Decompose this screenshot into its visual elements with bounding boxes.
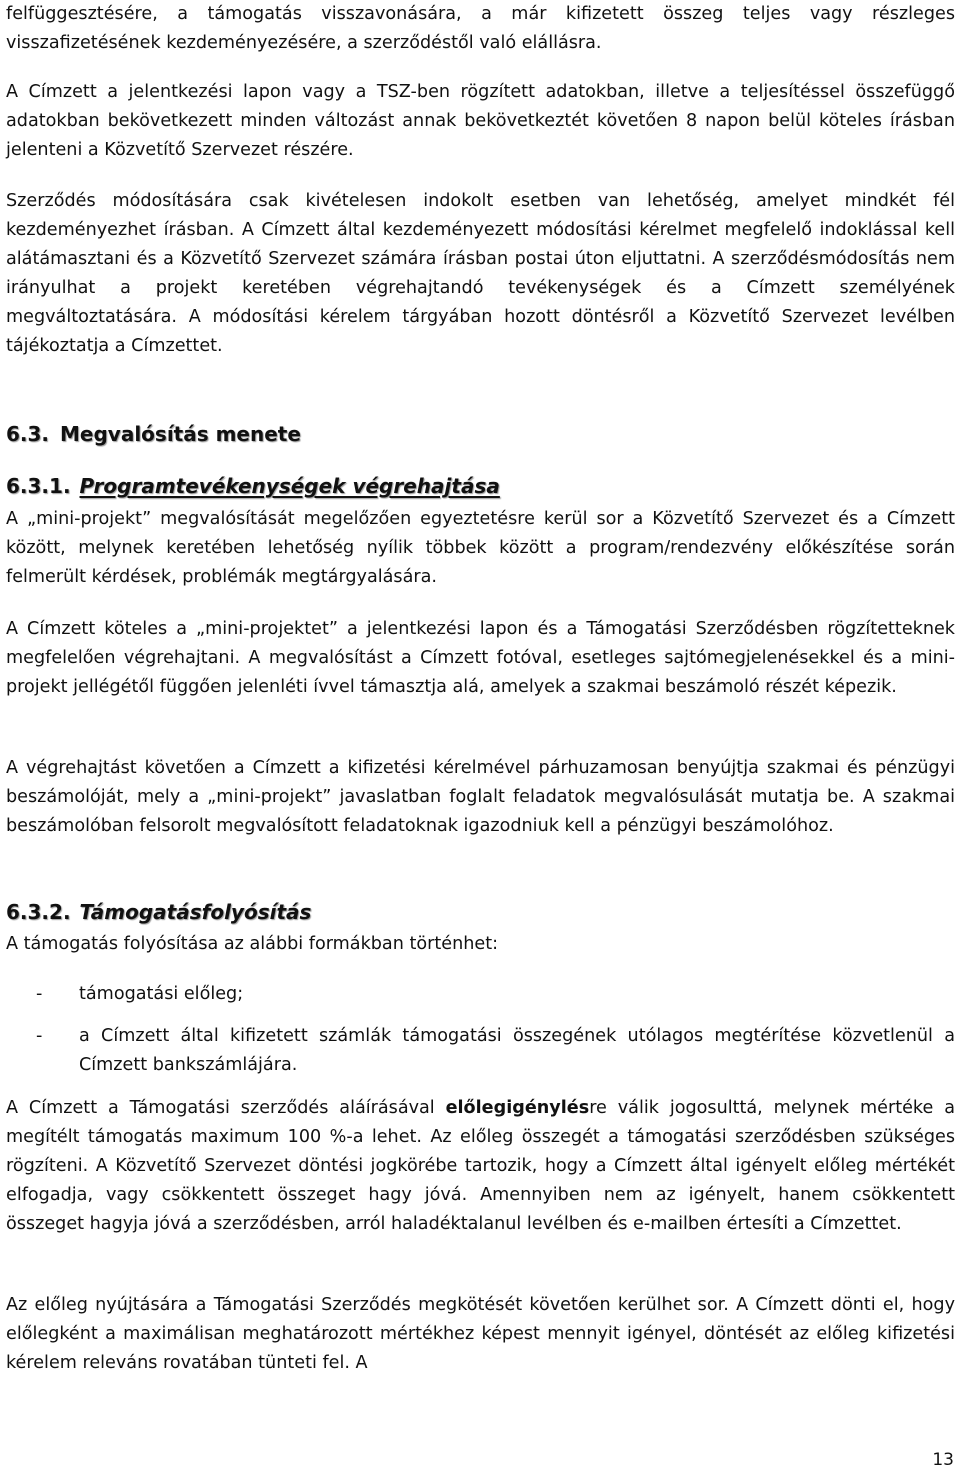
heading-title: Programtevékenységek végrehajtása [79,474,500,498]
paragraph: Az előleg nyújtására a Támogatási Szerződés megkötését követően kerülhet sor. A Címzett dönti el, hogy előlegként a maximálisan meghatározott mértékhez képest mennyit igényel, döntését az előleg kifizetési kérelem releváns rovatában tünteti fel. A [6,1295,955,1373]
paragraph-text: A Címzett a Támogatási szerződés aláírásával [6,1098,446,1118]
list-item [6,980,955,1009]
heading-number: 6.3.1. [6,474,71,498]
paragraph: Szerződés módosítására csak kivételesen indokolt esetben van lehetőség, amelyet mindkét fél kezdeményezhet írásban. A Címzett által kezdeményezett módosítási kérelmet megfelelő indoklással kell alátámasztani és a Közvetítő Szervezet számára írásban postai úton eljuttatni. A szerződésmódosítás nem irányulhat a projekt keretében végrehajtandó tevékenységek és a Címzett személyének megváltoztatására. A módosítási kérelem tárgyában hozott döntésről a Közvetítő Szervezet levélben tájékoztatja a Címzettet. [6,191,955,356]
page-number: 13 [932,1450,954,1470]
paragraph: A végrehajtást követően a Címzett a kifizetési kérelmével párhuzamosan benyújtja szakmai és pénzügyi beszámolóját, mely a „mini-projekt” javaslatban foglalt feladatok megvalósulását mutatja be. A szakmai beszámolóban felsorolt megvalósított feladatoknak igazodniuk kell a pénzügyi beszámolóhoz. [6,758,955,836]
section-heading-6-3-1 [6,474,500,498]
heading-number: 6.3.2. [6,900,71,924]
list-dash: - [36,1026,43,1046]
paragraph [6,1094,955,1239]
section-heading-6-3-2 [6,900,311,924]
heading-title: Megvalósítás menete [60,422,301,446]
paragraph: A „mini-projekt” megvalósítását megelőzően egyeztetésre kerül sor a Közvetítő Szervezet és a Címzett között, melynek keretében lehetőség nyílik többek között a program/rendezvény előkészítése során felmerült kérdések, problémák megtárgyalására. [6,509,955,587]
paragraph: felfüggesztésére, a támogatás visszavonására, a már kifizetett összeg teljes vagy részleges visszafizetésének kezdeményezésére, a szerződéstől való elállásra. [6,4,955,53]
heading-title: Támogatásfolyósítás [79,900,312,924]
paragraph-text: re válik jogosulttá, melynek mértéke a megítélt támogatás maximum 100 %-a lehet. Az előleg összegét a támogatási szerződésben szükséges rögzíteni. A Közvetítő Szervezet döntési jogkörébe tartozik, hogy a Címzett által igényelt előleg mértékét elfogadja, vagy csökkentett összeget hagy jóvá. Amennyiben nem az igényelt, hanem csökkentett összeget hagyja jóvá a szerződésben, arról haladéktalanul levélben és e-mailben értesíti a Címzettet. [6,1098,955,1234]
paragraph: A támogatás folyósítása az alábbi formákban történhet: [6,934,499,954]
section-heading-6-3 [6,422,301,446]
list-item-text: a Címzett által kifizetett számlák támogatási összegének utólagos megtérítése közvetlenül a Címzett bankszámlájára. [79,1026,955,1075]
bold-term: előlegigénylés [445,1098,590,1118]
paragraph: A Címzett a jelentkezési lapon vagy a TSZ-ben rögzített adatokban, illetve a teljesítéssel összefüggő adatokban bekövetkezett minden változást annak bekövetkeztét követően 8 napon belül köteles írásban jelenteni a Közvetítő Szervezet részére. [6,82,955,160]
paragraph: A Címzett köteles a „mini-projektet” a jelentkezési lapon és a Támogatási Szerződésben rögzítetteknek megfelelően végrehajtani. A megvalósítást a Címzett fotóval, esetleges sajtómegjelenésekkel és a mini-projekt jellégétől függően jelenléti ívvel támasztja alá, amelyek a szakmai beszámoló részét képezik. [6,619,955,697]
list-item [6,1022,955,1080]
heading-number: 6.3. [6,422,50,446]
list-item-text: támogatási előleg; [79,984,244,1004]
list-dash: - [36,984,43,1004]
